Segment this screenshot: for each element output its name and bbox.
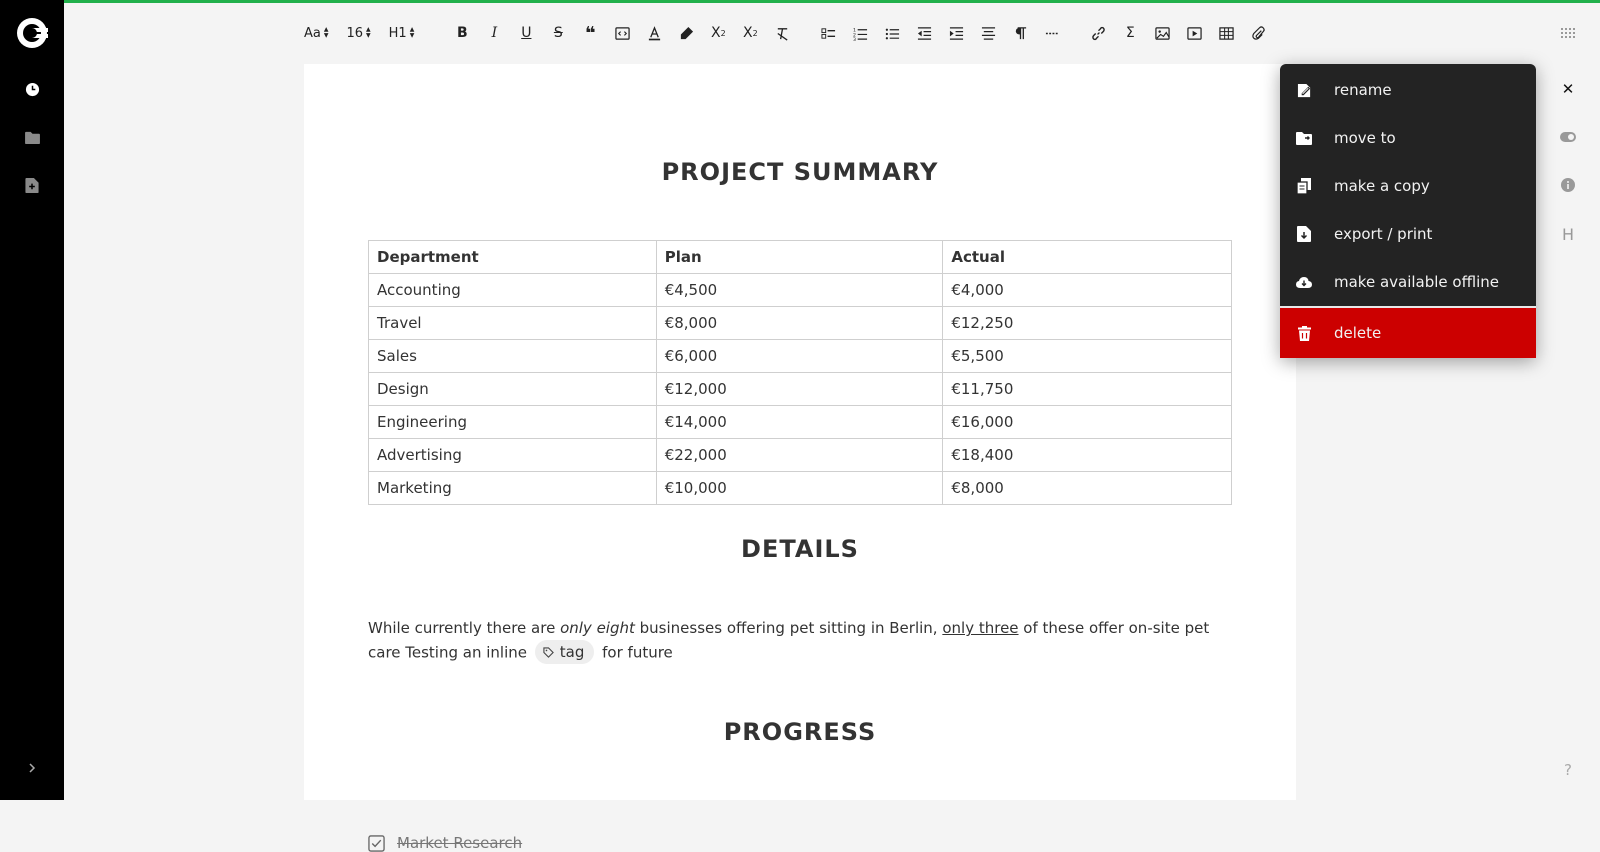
paragraph-text: businesses offering pet sitting in Berlin, — [634, 619, 943, 637]
details-heading: DETAILS — [741, 535, 859, 563]
attachment-icon[interactable] — [1242, 18, 1274, 48]
menu-item-label: move to — [1334, 129, 1396, 147]
table-row — [369, 274, 1232, 307]
ordered-list-icon[interactable] — [844, 18, 876, 48]
heading-select[interactable] — [385, 18, 419, 48]
updown-arrows-icon: ▲ ▼ — [409, 26, 415, 39]
font-size-value: 16 — [346, 25, 364, 41]
paragraph-italic-text: only eight — [560, 619, 635, 637]
table-row — [369, 307, 1232, 340]
menu-item-delete[interactable] — [1280, 308, 1536, 358]
formula-sigma-icon[interactable]: Σ — [1125, 25, 1135, 41]
folder-icon[interactable] — [22, 127, 42, 147]
checked-checkbox-icon[interactable] — [368, 835, 385, 852]
bullet-list-icon[interactable] — [876, 18, 908, 48]
table-cell[interactable]: €12,250 — [943, 307, 1232, 340]
paragraph-direction-icon[interactable] — [1004, 18, 1036, 48]
table-header-cell[interactable]: Department — [369, 241, 657, 274]
table-cell[interactable]: Travel — [369, 307, 657, 340]
menu-item-label: make available offline — [1334, 273, 1500, 291]
table-header-cell[interactable]: Plan — [656, 241, 943, 274]
paragraph-text: for future — [597, 643, 673, 662]
todo-label: Market Research — [397, 834, 523, 852]
expand-sidebar-chevron-icon[interactable] — [24, 760, 40, 776]
table-cell[interactable]: Accounting — [369, 274, 657, 307]
table-row — [369, 472, 1232, 505]
table-cell[interactable]: €4,500 — [656, 274, 943, 307]
table-cell[interactable]: €10,000 — [656, 472, 943, 505]
table-row — [369, 340, 1232, 373]
info-icon[interactable] — [1558, 175, 1578, 195]
table-cell[interactable]: €14,000 — [656, 406, 943, 439]
table-cell[interactable]: Sales — [369, 340, 657, 373]
quote-icon[interactable]: ❝ — [585, 22, 596, 44]
table-cell[interactable]: Design — [369, 373, 657, 406]
menu-item-label: make a copy — [1334, 177, 1430, 195]
outdent-icon[interactable] — [908, 18, 940, 48]
table-cell[interactable]: Advertising — [369, 439, 657, 472]
copy-icon — [1296, 178, 1312, 194]
indent-icon[interactable] — [940, 18, 972, 48]
document-title: PROJECT SUMMARY — [661, 158, 939, 186]
menu-item-make-a-copy[interactable] — [1280, 162, 1536, 210]
close-icon[interactable]: ✕ — [1561, 80, 1575, 98]
table-cell[interactable]: €5,500 — [943, 340, 1232, 373]
link-icon[interactable] — [1082, 18, 1114, 48]
table-cell[interactable]: Engineering — [369, 406, 657, 439]
document-context-menu — [1280, 64, 1536, 358]
updown-arrows-icon: ▲ ▼ — [366, 26, 371, 39]
top-progress-line — [64, 0, 1600, 3]
table-cell[interactable]: €4,000 — [943, 274, 1232, 307]
tag-label: tag — [559, 643, 585, 661]
left-sidebar — [0, 0, 64, 800]
font-family-label: Aa — [304, 25, 321, 41]
superscript-icon[interactable]: X 2 — [742, 25, 758, 41]
svg-text:1: 1 — [852, 28, 856, 34]
table-row — [369, 439, 1232, 472]
svg-text:3: 3 — [852, 37, 856, 43]
summary-table[interactable] — [368, 240, 1232, 505]
svg-text:2: 2 — [852, 32, 856, 38]
horizontal-rule-icon[interactable] — [1036, 18, 1068, 48]
folder-move-icon — [1296, 130, 1312, 146]
document-page[interactable] — [304, 64, 1296, 852]
trash-icon — [1296, 325, 1312, 341]
image-icon[interactable] — [1146, 18, 1178, 48]
todo-item[interactable] — [368, 834, 522, 852]
video-icon[interactable] — [1178, 18, 1210, 48]
font-family-select[interactable] — [300, 18, 332, 48]
menu-item-label: export / print — [1334, 225, 1433, 243]
table-cell[interactable]: €6,000 — [656, 340, 943, 373]
code-block-icon[interactable] — [606, 18, 638, 48]
highlight-icon[interactable] — [670, 18, 702, 48]
table-cell[interactable]: €18,400 — [943, 439, 1232, 472]
progress-heading: PROGRESS — [723, 718, 877, 746]
paragraph-text: of these offer on-site pet care Testing an inline — [368, 619, 1210, 662]
menu-item-export-print[interactable] — [1280, 210, 1536, 258]
bold-icon[interactable]: B — [456, 25, 468, 41]
table-cell[interactable]: €11,750 — [943, 373, 1232, 406]
updown-arrows-icon: ▲ ▼ — [323, 26, 329, 39]
table-cell[interactable]: €8,000 — [943, 472, 1232, 505]
apps-grid-icon[interactable] — [1560, 24, 1576, 40]
details-paragraph[interactable] — [368, 616, 1232, 665]
italic-icon[interactable]: I — [491, 25, 498, 41]
editor-toolbar — [300, 18, 1274, 48]
menu-item-make-available-offline[interactable] — [1280, 258, 1536, 306]
recent-clock-icon[interactable] — [22, 79, 42, 99]
strikethrough-icon[interactable]: S — [553, 25, 563, 41]
new-document-icon[interactable] — [22, 175, 42, 195]
table-row — [369, 406, 1232, 439]
tag-icon — [543, 647, 554, 658]
table-header-cell[interactable]: Actual — [943, 241, 1232, 274]
export-icon — [1296, 226, 1312, 242]
table-header-row — [369, 241, 1232, 274]
table-cell[interactable]: €12,000 — [656, 373, 943, 406]
table-icon[interactable] — [1210, 18, 1242, 48]
menu-item-label: delete — [1334, 324, 1382, 342]
align-center-icon[interactable] — [972, 18, 1004, 48]
menu-item-move-to[interactable] — [1280, 114, 1536, 162]
heading-value: H1 — [388, 25, 407, 41]
inline-tag[interactable] — [535, 640, 595, 664]
cloud-download-icon — [1296, 274, 1312, 290]
menu-item-label: rename — [1334, 81, 1392, 99]
table-cell[interactable]: €8,000 — [656, 307, 943, 340]
app-logo-icon[interactable] — [16, 17, 48, 49]
text-color-icon[interactable] — [638, 18, 670, 48]
font-size-select[interactable] — [342, 18, 374, 48]
clear-format-icon[interactable] — [766, 18, 798, 48]
subscript-icon[interactable]: X 2 — [710, 25, 726, 41]
help-icon[interactable]: ? — [1564, 761, 1572, 779]
table-row — [369, 373, 1232, 406]
paragraph-text: While currently there are — [368, 619, 561, 637]
table-cell[interactable]: Marketing — [369, 472, 657, 505]
heading-outline-icon[interactable]: H — [1561, 224, 1575, 244]
rename-icon — [1296, 82, 1312, 98]
paragraph-underlined-text: only three — [942, 619, 1019, 637]
table-cell[interactable]: €22,000 — [656, 439, 943, 472]
checklist-icon[interactable] — [812, 18, 844, 48]
table-cell[interactable]: €16,000 — [943, 406, 1232, 439]
toggle-icon[interactable] — [1558, 127, 1578, 147]
menu-item-rename[interactable] — [1280, 66, 1536, 114]
underline-icon[interactable]: U — [521, 25, 532, 41]
